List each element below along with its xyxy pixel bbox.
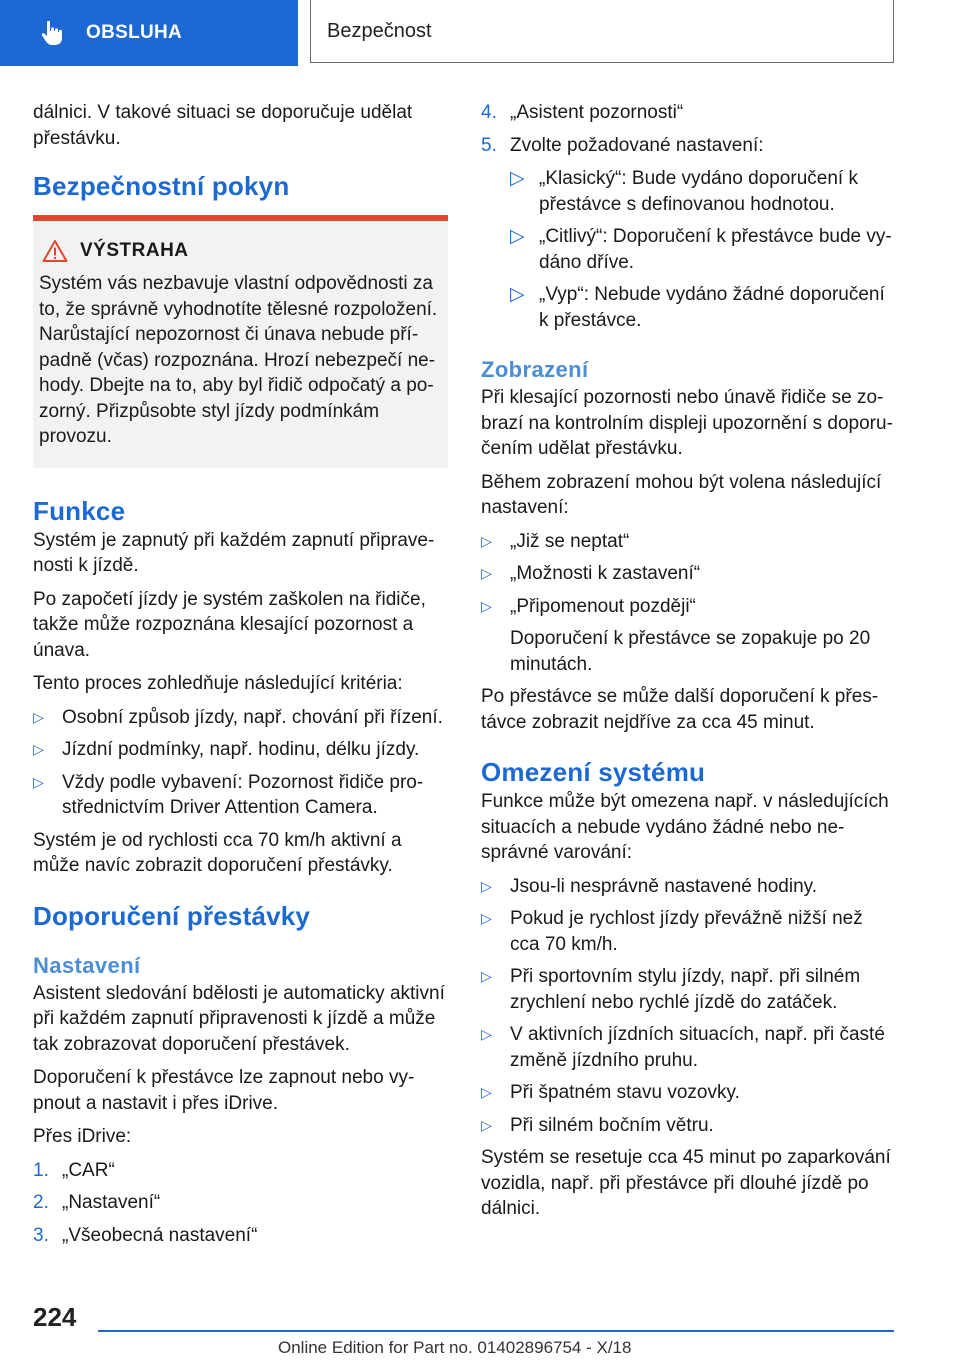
hand-pointer-icon <box>38 19 66 47</box>
warning-label: VÝSTRAHA <box>80 240 189 261</box>
warning-text: Systém vás nezbavuje vlastní odpovědnosti za to, že správně vyhodnotíte tělesné rozpoložení. Narůstající nepozornost či únava nebude případně (včas) rozpoznána. Hrozí nebezpečí nehody. Dbejte na to, aby byl řidič odpočatý a pozorný. Přizpůsobte styl jízdy podmínkám provozu. <box>39 273 438 447</box>
bullet-triangle-icon: ▷ <box>481 565 492 581</box>
bullet-triangle-icon: ▷ <box>510 226 525 247</box>
remind-later-note: Doporučení k přestávce se zopakuje po 20 minutách. <box>510 628 871 675</box>
idrive-steps-list <box>33 1158 448 1249</box>
omezeni-paragraph-1: Funkce může být omezena např. v následujících situacích a nebude vydáno žádné nebo nesprávné varování: <box>481 791 889 863</box>
list-item: ▷ „Již se neptat“ <box>481 529 896 555</box>
list-item: ▷ „Připomenout později“ <box>481 594 896 620</box>
list-item: ▷ „Citlivý“: Doporučení k přestávce bude vydáno dříve. <box>510 226 892 273</box>
list-item: 4. „Asistent pozornosti“ <box>481 102 684 123</box>
section-title-box <box>310 0 894 63</box>
bullet-triangle-icon: ▷ <box>481 1026 492 1042</box>
nastaveni-paragraph-1: Asistent sledování bdělosti je automaticky aktivní při každém zapnutí připravenosti k jízdě a může tak zobrazovat doporučení přestávek. <box>33 982 445 1055</box>
bullet-triangle-icon: ▷ <box>481 910 492 926</box>
criteria-list <box>33 705 448 821</box>
chapter-tab-label: OBSLUHA <box>86 22 183 43</box>
display-options-list <box>481 529 896 620</box>
funkce-paragraph-4: Systém je od rychlosti cca 70 km/h aktivní a může navíc zobrazit doporučení přestávky. <box>33 829 402 876</box>
heading-system-limits: Omezení systému <box>481 757 706 787</box>
omezeni-paragraph-2: Systém se resetuje cca 45 minut po zaparkování vozidla, např. při přestávce při dlouhé jízdě po dálnici. <box>481 1147 891 1219</box>
zobrazeni-paragraph-2: Během zobrazení mohou být volena následující nastavení: <box>481 471 882 518</box>
list-item: ▷ „Vyp“: Nebude vydáno žádné doporučení k přestávce. <box>510 284 885 331</box>
section-title: Bezpečnost <box>327 19 432 42</box>
intro-paragraph: dálnici. V takové situaci se doporučuje udělat přestávku. <box>33 102 413 149</box>
list-item: ▷ Pokud je rychlost jízdy převážně nižší než cca 70 km/h. <box>481 908 863 955</box>
zobrazeni-paragraph-1: Při klesající pozornosti nebo únavě řidiče se zobrazí na kontrolním displeji upozornění s doporučením udělat přestávku. <box>481 387 893 459</box>
list-item: ▷ Vždy podle vybavení: Pozornost řidiče prostřednictvím Driver Attention Camera. <box>33 771 424 818</box>
bullet-triangle-icon: ▷ <box>33 708 44 725</box>
page-header <box>0 0 960 66</box>
bullet-triangle-icon: ▷ <box>510 284 525 305</box>
list-item: ▷ Osobní způsob jízdy, např. chování při řízení. <box>33 705 448 731</box>
page-footer <box>0 1300 960 1362</box>
edition-info: Online Edition for Part no. 01402896754 - X/18 <box>278 1338 632 1357</box>
list-item: ▷ V aktivních jízdních situacích, např. při časté změně jízdního pruhu. <box>481 1024 885 1071</box>
funkce-paragraph-2: Po započetí jízdy je systém zaškolen na řidiče, takže může rozpoznána klesající pozornost a únava. <box>33 588 426 661</box>
list-item: ▷ Při sportovním stylu jízdy, např. při silném zrychlení nebo rychlé jízdě do zatáček. <box>481 966 861 1013</box>
zobrazeni-paragraph-3: Po přestávce se může další doporučení k přestávce zobrazit nejdříve za cca 45 minut. <box>481 686 879 733</box>
heading-funkce: Funkce <box>33 495 126 526</box>
warning-box <box>33 215 448 468</box>
left-column <box>33 100 448 1255</box>
warning-header <box>39 239 440 263</box>
heading-safety-note: Bezpečnostní pokyn <box>33 171 290 201</box>
settings-options-list <box>510 166 896 333</box>
list-item: 5. Zvolte požadované nastavení: ▷ „Klasický“: Bude vydáno doporučení k přestávce s definovanou hodnotou. ▷ „Citlivý“: Doporučení k přestávce bude vydáno dříve. ▷ „Vyp“: Nebude vydáno žádné doporučení k přestávce. <box>481 133 896 334</box>
list-item: ▷ Při špatném stavu vozovky. <box>481 1080 896 1106</box>
footer-divider <box>98 1330 894 1332</box>
chapter-tab-obsluha[interactable] <box>0 0 298 66</box>
nastaveni-paragraph-2: Doporučení k přestávce lze zapnout nebo vypnout a nastavit i přes iDrive. <box>33 1067 415 1114</box>
list-item: ▷ Při silném bočním větru. <box>481 1113 896 1139</box>
list-item: ▷ Jsou-li nesprávně nastavené hodiny. <box>481 874 896 900</box>
bullet-triangle-icon: ▷ <box>481 597 492 614</box>
bullet-triangle-icon: ▷ <box>481 877 492 894</box>
bullet-triangle-icon: ▷ <box>481 1084 492 1100</box>
idrive-steps-list-continued <box>481 100 896 333</box>
heading-break-recommendation: Doporučení přestávky <box>33 900 311 931</box>
bullet-triangle-icon: ▷ <box>510 168 525 189</box>
bullet-triangle-icon: ▷ <box>481 1116 492 1133</box>
right-column <box>481 100 896 1230</box>
funkce-paragraph-1: Systém je zapnutý při každém zapnutí připravenosti k jízdě. <box>33 529 435 576</box>
nastaveni-paragraph-3: Přes iDrive: <box>33 1126 132 1147</box>
list-item: 1. „CAR“ <box>33 1159 115 1181</box>
list-item: ▷ „Klasický“: Bude vydáno doporučení k přestávce s definovanou hodnotou. <box>510 168 858 215</box>
bullet-triangle-icon: ▷ <box>33 741 44 757</box>
warning-triangle-icon <box>42 239 68 263</box>
list-item: 3. „Všeobecná nastavení“ <box>33 1224 258 1246</box>
heading-nastaveni: Nastavení <box>33 952 141 978</box>
page-number: 224 <box>33 1302 77 1332</box>
list-item: ▷ Jízdní podmínky, např. hodinu, délku jízdy. <box>33 737 448 763</box>
bullet-triangle-icon: ▷ <box>481 968 492 984</box>
bullet-triangle-icon: ▷ <box>481 532 492 549</box>
list-item: 2. „Nastavení“ <box>33 1192 161 1213</box>
limits-list <box>481 874 896 1139</box>
bullet-triangle-icon: ▷ <box>33 773 44 790</box>
heading-zobrazeni: Zobrazení <box>481 357 589 382</box>
list-item: ▷ „Možnosti k zastavení“ <box>481 561 896 587</box>
funkce-paragraph-3: Tento proces zohledňuje následující kritéria: <box>33 673 403 694</box>
